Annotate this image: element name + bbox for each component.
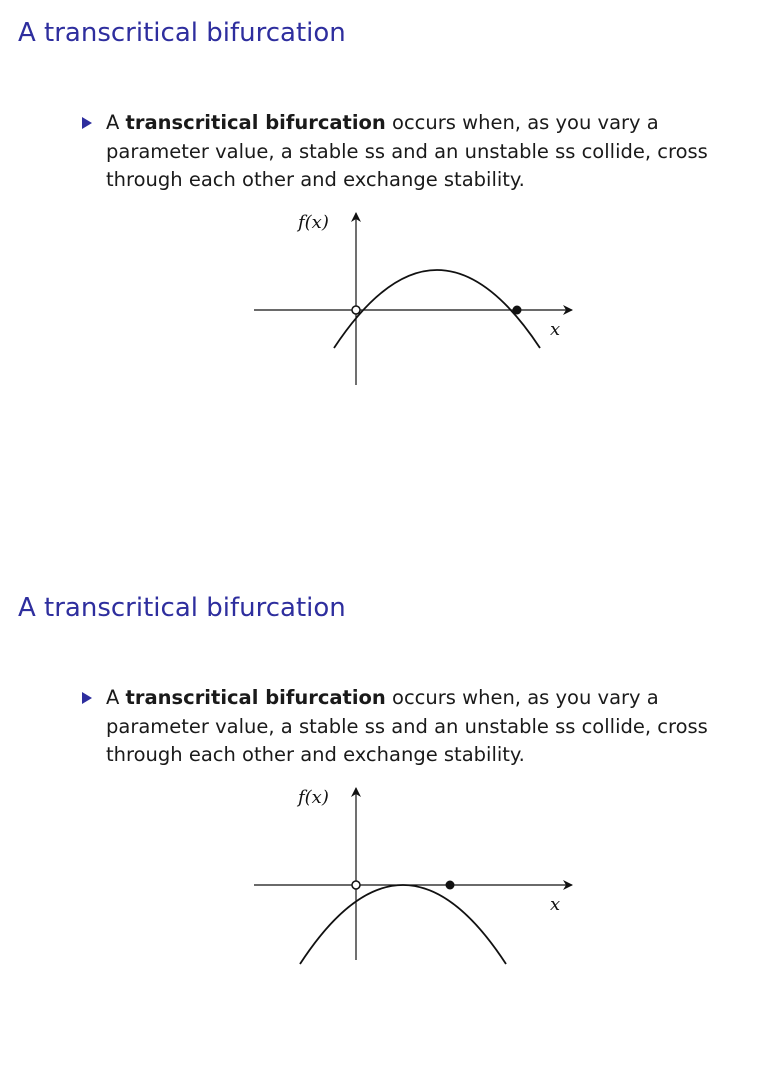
bullet-rest: occurs when, as you vary a parameter value, a stable ss and an unstable ss collide, cross through each other and exchange stability. (106, 111, 708, 191)
slide-1 (0, 0, 768, 512)
bullet-rest: occurs when, as you vary a parameter value, a stable ss and an unstable ss collide, cross through each other and exchange stability. (106, 686, 708, 766)
slide-title: A transcritical bifurcation (18, 18, 346, 48)
slide-2 (0, 575, 768, 1087)
bullet-item (82, 684, 732, 770)
bullet-text (106, 684, 732, 770)
y-axis-label: f(x) (298, 212, 329, 233)
unstable-fixed-point (352, 306, 360, 314)
x-axis-label: x (550, 894, 561, 915)
slide-title: A transcritical bifurcation (18, 593, 346, 623)
stable-fixed-point (513, 306, 522, 315)
bullet-term: transcritical bifurcation (125, 111, 386, 134)
unstable-fixed-point (352, 881, 360, 889)
stable-fixed-point (446, 881, 455, 890)
bullet-triangle-icon (82, 692, 92, 704)
bullet-text (106, 109, 732, 195)
y-axis-label: f(x) (298, 787, 329, 808)
bullet-triangle-icon (82, 117, 92, 129)
curve-fx (334, 270, 540, 348)
phase-line-plot (240, 200, 590, 400)
bullet-item (82, 109, 732, 195)
bullet-prefix: A (106, 111, 126, 134)
curve-fx (300, 885, 506, 964)
bullet-prefix: A (106, 686, 126, 709)
phase-line-plot (240, 775, 590, 975)
bullet-term: transcritical bifurcation (125, 686, 386, 709)
x-axis-label: x (550, 319, 561, 340)
